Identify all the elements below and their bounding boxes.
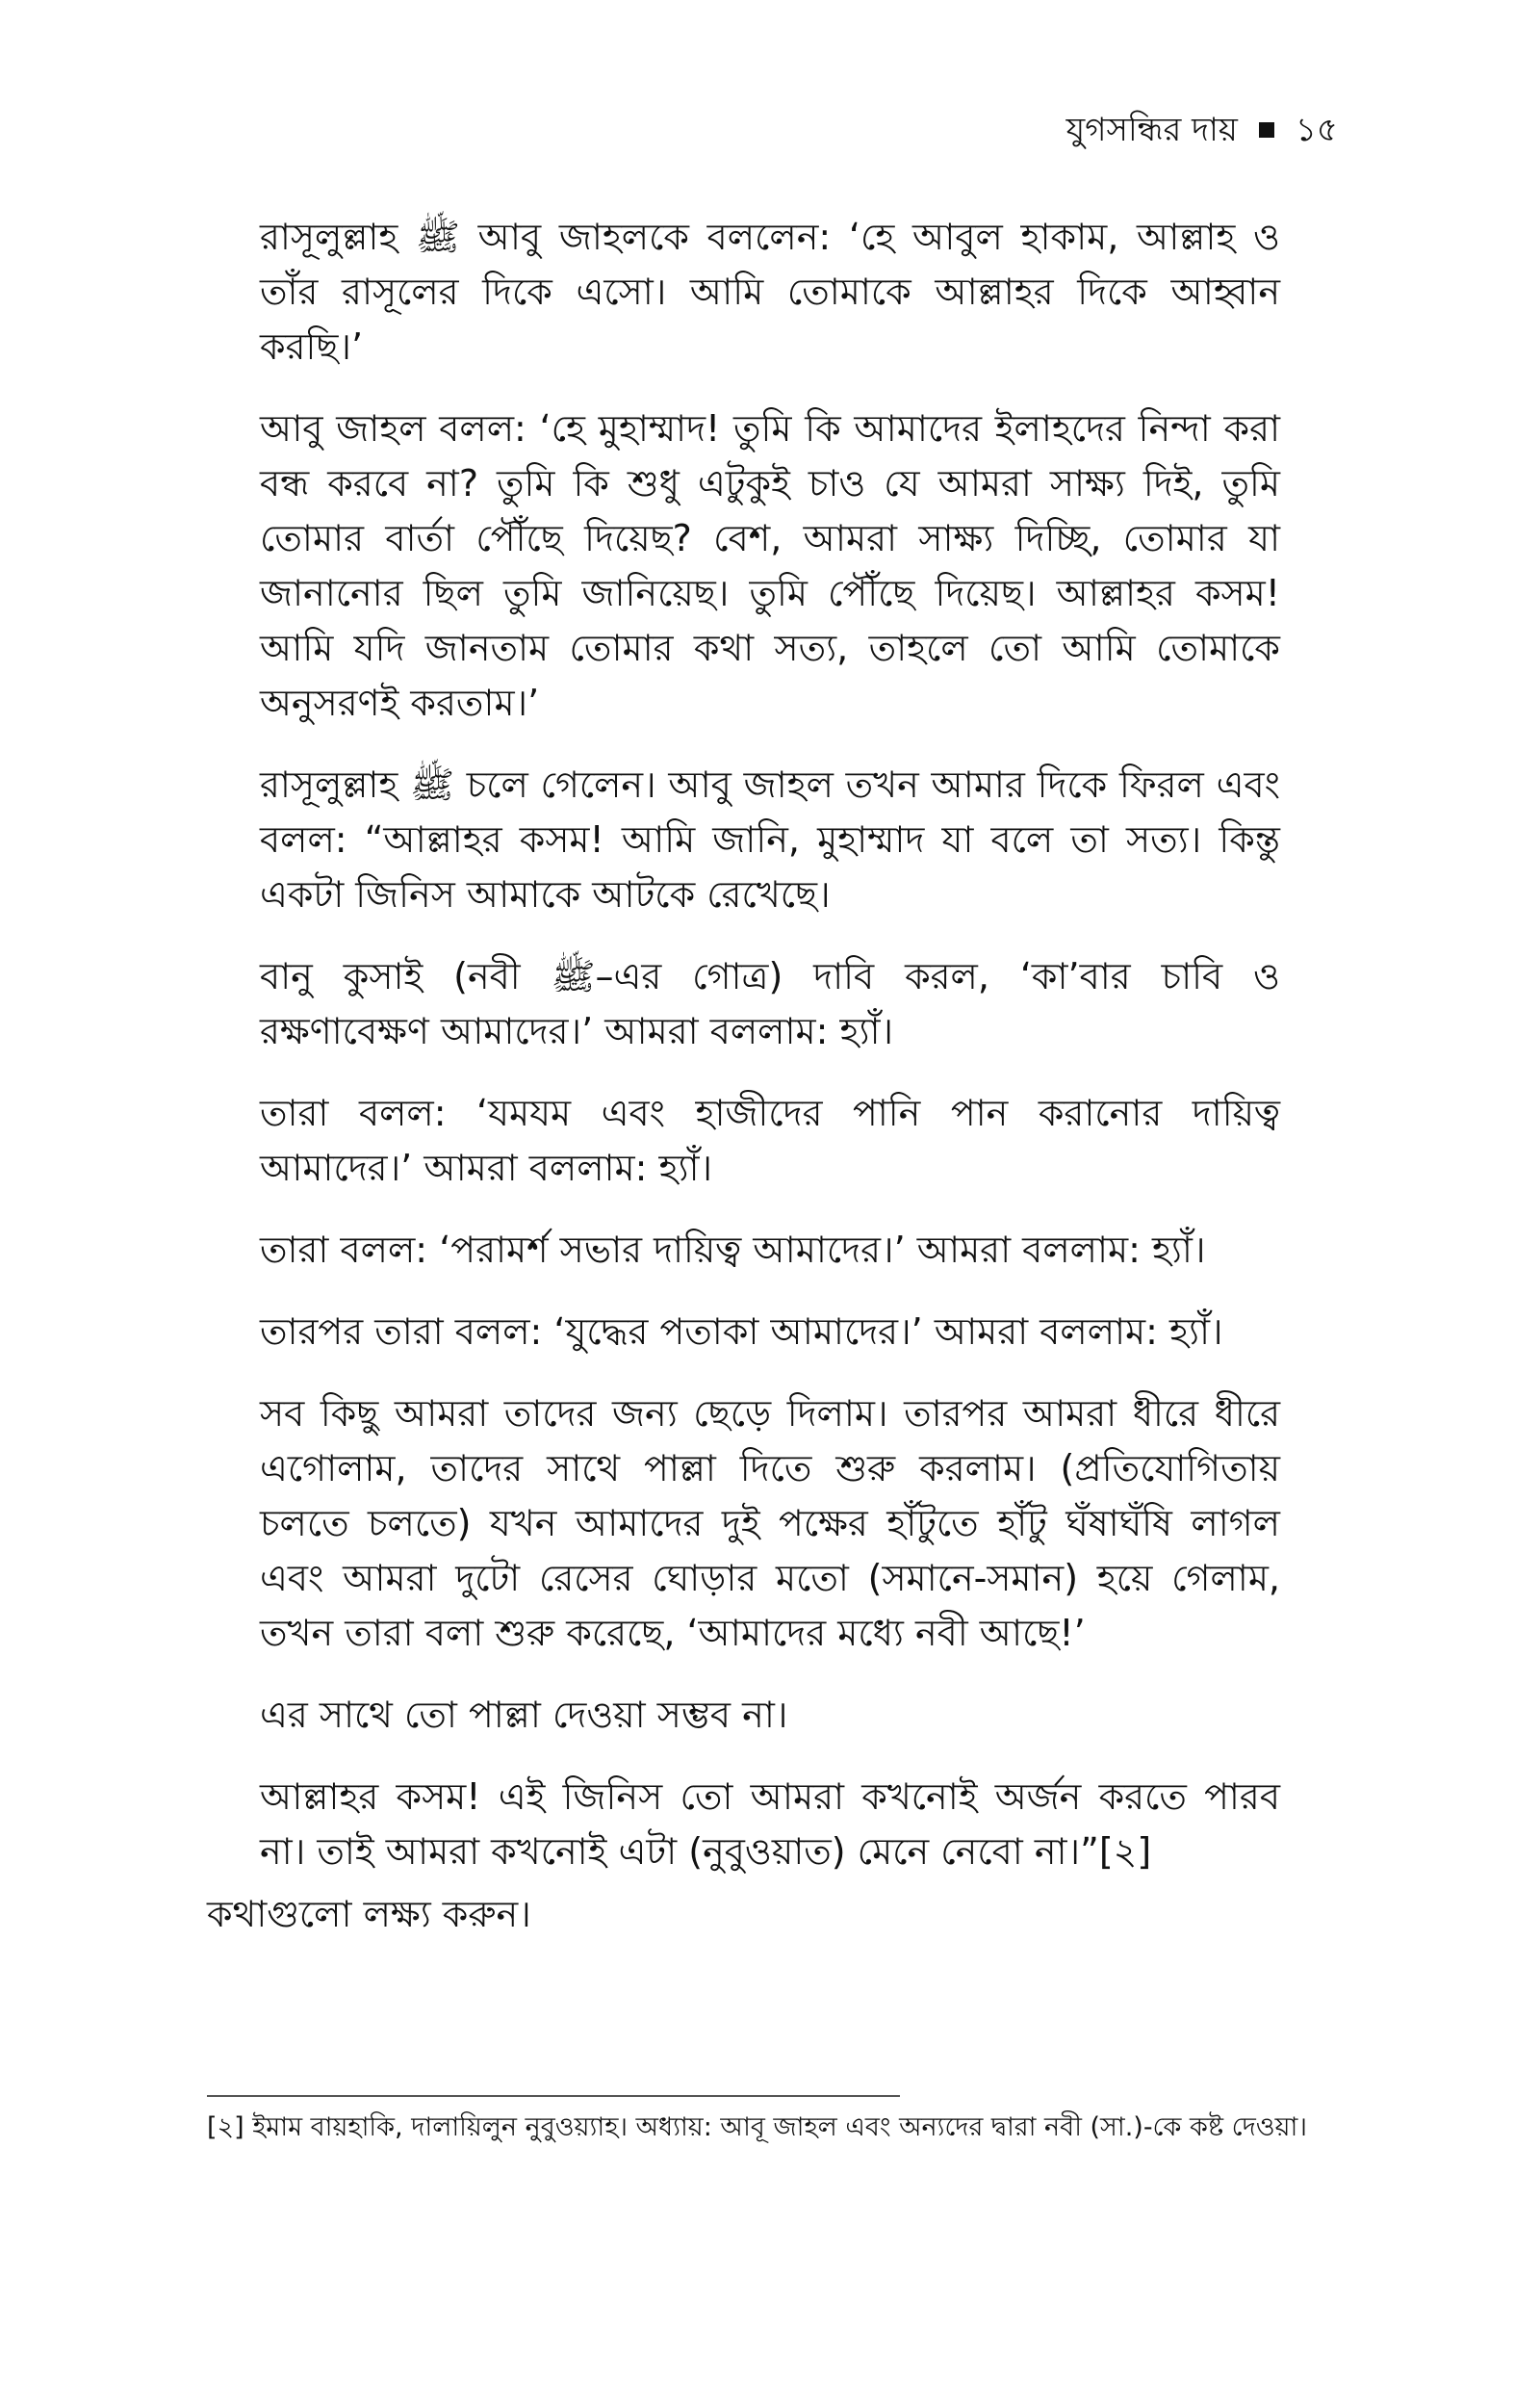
paragraph: রাসূলুল্লাহ ﷺ আবু জাহলকে বললেন: ‘হে আবুল হাকাম, আল্লাহ ও তাঁর রাসূলের দিকে এসো। আমি তোমাকে আল্লাহর দিকে আহ্বান করছি।’ [260, 216, 1280, 368]
running-header [1065, 111, 1338, 149]
footnote: [২] ইমাম বায়হাকি, দালায়িলুন নুবুওয়্যাহ। অধ্যায়: আবূ জাহল এবং অন্যদের দ্বারা নবী (সা.)-কে কষ্ট দেওয়া। [207, 2112, 1308, 2142]
quoted-narration [260, 210, 1280, 1906]
page-number: ১৫ [1295, 111, 1338, 149]
paragraph: আল্লাহর কসম! এই জিনিস তো আমরা কখনোই অর্জন করতে পারব না। তাই আমরা কখনোই এটা (নুবুওয়াত) মেনে নেবো না।”[২] [260, 1775, 1280, 1873]
header-square-icon [1259, 122, 1274, 138]
paragraph: এর সাথে তো পাল্লা দেওয়া সম্ভব না। [260, 1694, 788, 1736]
paragraph: সব কিছু আমরা তাদের জন্য ছেড়ে দিলাম। তারপর আমরা ধীরে ধীরে এগোলাম, তাদের সাথে পাল্লা দিতে শুরু করলাম। (প্রতিযোগিতায় চলতে চলতে) যখন আমাদের দুই পক্ষের হাঁটুতে হাঁটু ঘঁষাঘঁষি লাগল এবং আমরা দুটো রেসের ঘোড়ার মতো (সমানে-সমান) হয়ে গেলাম, তখন তারা বলা শুরু করেছে, ‘আমাদের মধ্যে নবী আছে!’ [260, 1392, 1280, 1654]
paragraph: তারা বলল: ‘যমযম এবং হাজীদের পানি পান করানোর দায়িত্ব আমাদের।’ আমরা বললাম: হ্যাঁ। [260, 1092, 1280, 1189]
paragraph: তারা বলল: ‘পরামর্শ সভার দায়িত্ব আমাদের।’ আমরা বললাম: হ্যাঁ। [260, 1229, 1206, 1271]
footnote-divider [207, 2095, 900, 2097]
running-title: যুগসন্ধির দায় [1065, 111, 1238, 149]
paragraph: বানু কুসাই (নবী ﷺ–এর গোত্র) দাবি করল, ‘কা’বার চাবি ও রক্ষণাবেক্ষণ আমাদের।’ আমরা বললাম: হ্যাঁ। [260, 955, 1281, 1052]
paragraph: রাসূলুল্লাহ ﷺ চলে গেলেন। আবু জাহল তখন আমার দিকে ফিরল এবং বলল: “আল্লাহর কসম! আমি জানি, মুহাম্মাদ যা বলে তা সত্য। কিন্তু একটা জিনিস আমাকে আটকে রেখেছে। [260, 763, 1280, 916]
paragraph: তারপর তারা বলল: ‘যুদ্ধের পতাকা আমাদের।’ আমরা বললাম: হ্যাঁ। [260, 1310, 1223, 1353]
paragraph: আবু জাহল বলল: ‘হে মুহাম্মাদ! তুমি কি আমাদের ইলাহদের নিন্দা করা বন্ধ করবে না? তুমি কি শুধু এটুকুই চাও যে আমরা সাক্ষ্য দিই, তুমি তোমার বার্তা পৌঁছে দিয়েছ? বেশ, আমরা সাক্ষ্য দিচ্ছি, তোমার যা জানানোর ছিল তুমি জানিয়েছ। তুমি পৌঁছে দিয়েছ। আল্লাহর কসম! আমি যদি জানতাম তোমার কথা সত্য, তাহলে তো আমি তোমাকে অনুসরণই করতাম।’ [260, 407, 1280, 724]
closing-line: কথাগুলো লক্ষ্য করুন। [207, 1893, 531, 1935]
